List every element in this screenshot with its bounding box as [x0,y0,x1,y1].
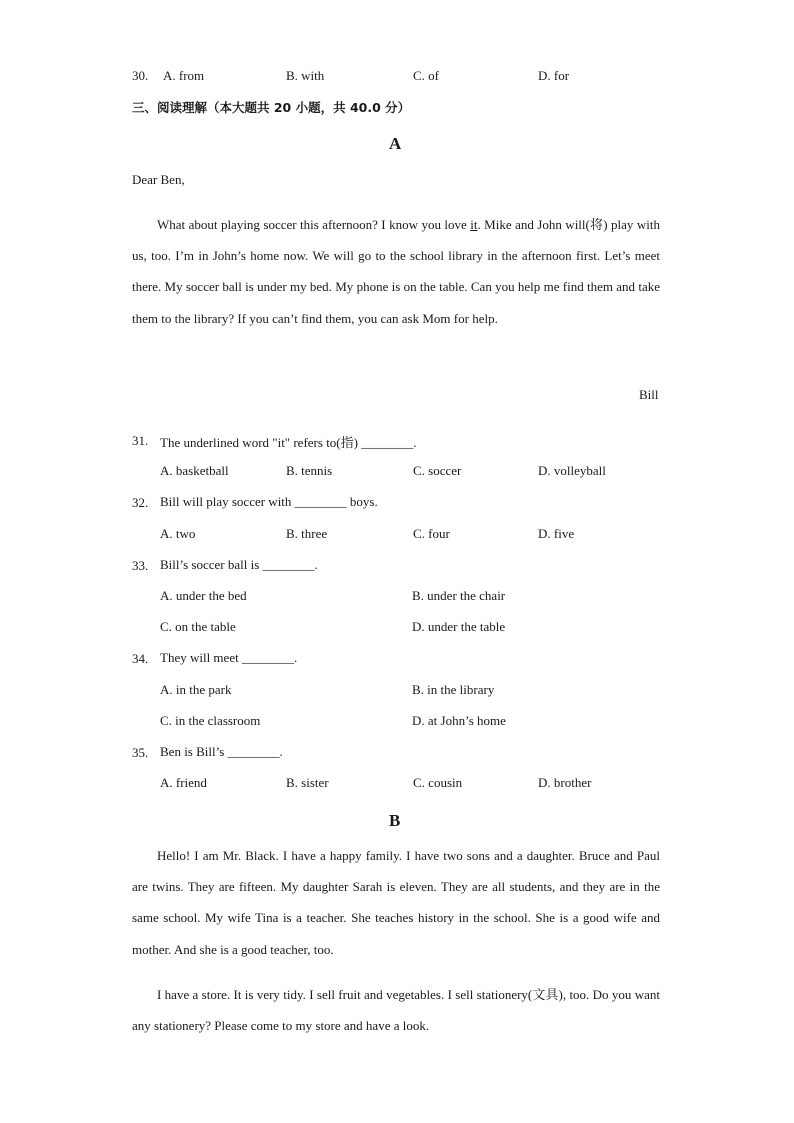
letter-salutation: Dear Ben, [132,172,185,187]
option-d: D. volleyball [538,463,606,478]
option-a: A. friend [160,775,207,790]
section-heading: 三、阅读理解（本大题共 20 小题，共 40.0 分） [132,100,411,115]
question-stem: Ben is Bill’s ________. [160,744,283,759]
question-number: 33. [132,558,149,573]
option-b: B. tennis [286,463,333,478]
letter-signature: Bill [639,387,659,402]
body-text: What about playing soccer this afternoon? I know you love [157,217,471,232]
option-b: B. three [286,526,328,541]
passage-b-paragraph-1: Hello! I am Mr. Black. I have a happy family. I have two sons and a daughter. Bruce and Paul are twins. They are fifteen. My daughter Sarah is eleven. They are all students, and they are in the same school. My wife Tina is a teacher. She teaches history in the school. She is a good wife and mother. And she is a good teacher, too. [132,848,660,957]
option-b: B. with [286,68,325,83]
question-number: 32. [132,495,149,510]
question-stem: The underlined word "it" refers to(指) ________. [160,435,417,450]
question-number: 31. [132,433,149,448]
option-c: C. in the classroom [160,713,261,728]
option-d: D. brother [538,775,592,790]
option-c: C. cousin [413,775,463,790]
question-stem: Bill will play soccer with ________ boys. [160,494,378,509]
option-d: D. under the table [412,619,506,634]
passage-b-paragraph-2: I have a store. It is very tidy. I sell fruit and vegetables. I sell stationery(文具), too. Do you want any stationery? Please come to my store and have a look. [132,987,660,1034]
option-d: D. five [538,526,575,541]
option-c: C. soccer [413,463,462,478]
option-a: A. in the park [160,682,232,697]
underlined-word: it [470,217,478,232]
option-d: D. at John’s home [412,713,506,728]
option-b: B. under the chair [412,588,506,603]
option-b: B. in the library [412,682,495,697]
option-b: B. sister [286,775,329,790]
option-a: A. from [163,68,205,83]
question-number: 34. [132,651,149,666]
question-stem: They will meet ________. [160,650,298,665]
option-c: C. on the table [160,619,236,634]
option-a: A. basketball [160,463,229,478]
option-c: C. four [413,526,450,541]
option-a: A. two [160,526,196,541]
option-d: D. for [538,68,570,83]
passage-a-body [132,209,660,334]
option-a: A. under the bed [160,588,247,603]
passage-a-letter: A [389,134,402,153]
question-stem: Bill’s soccer ball is ________. [160,557,318,572]
option-c: C. of [413,68,439,83]
body-text: . Mike and John will(将) play with us, too. I’m in John’s home now. We will go to the school library in the afternoon first. Let’s meet there. My soccer ball is under my bed. My phone is on the table. Can you help me find them and take them to the library? If you can’t find them, you can ask Mom for help. [132,217,660,326]
passage-b-letter: B [389,811,401,830]
question-number: 35. [132,745,149,760]
question-number: 30. [132,68,149,83]
